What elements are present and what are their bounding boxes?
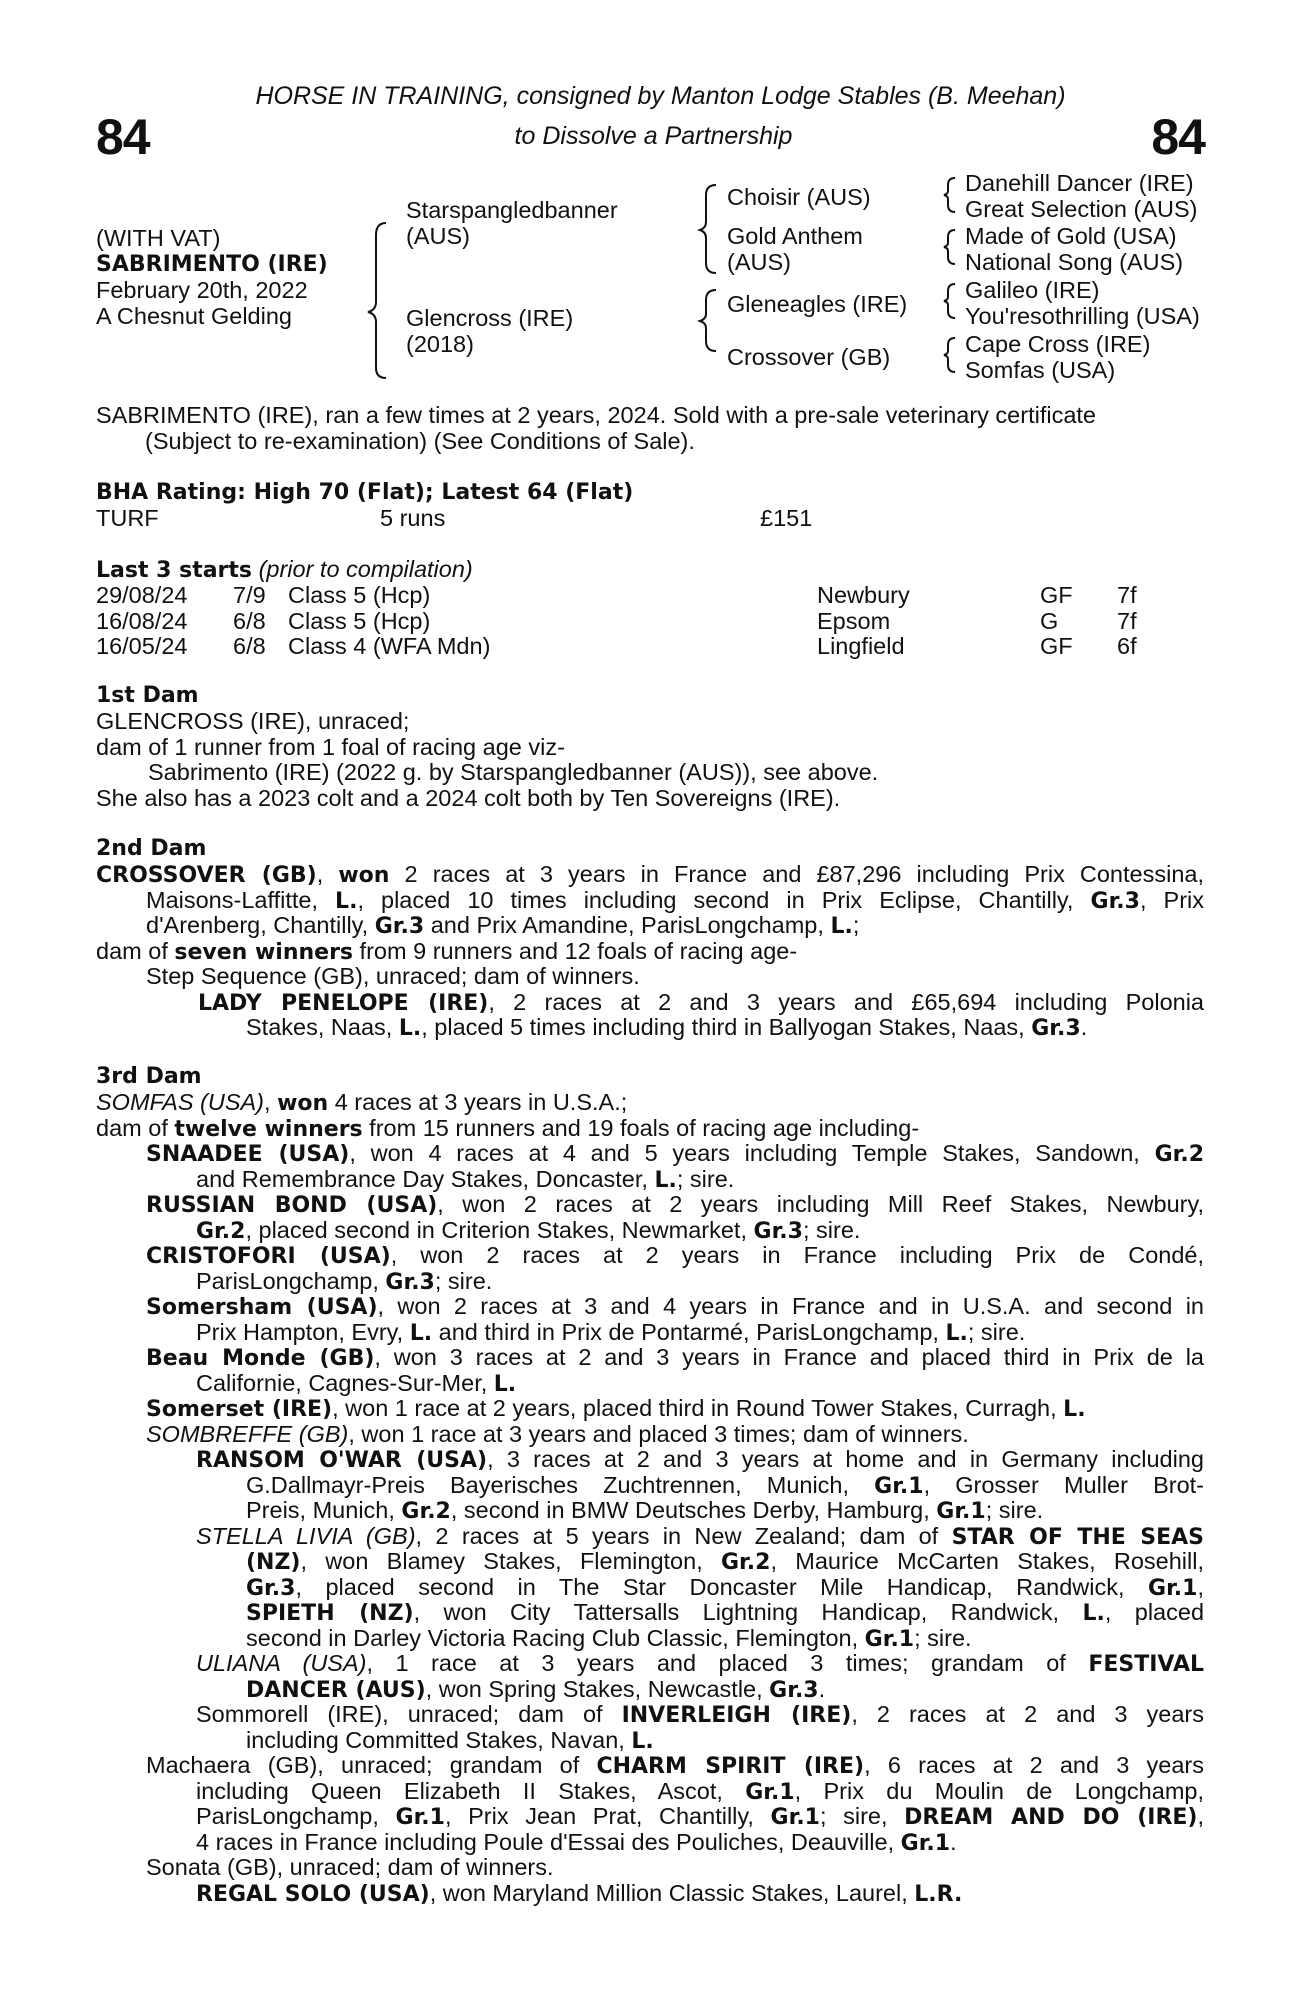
start-going: GF [1040,633,1073,659]
lot-number-right: 84 [1151,109,1205,165]
start-going: GF [1040,582,1073,608]
start-distance: 6f [1117,633,1137,659]
dam3-line: CRISTOFORI (USA), won 2 races at 2 years in France including Prix de Condé, [146,1242,1205,1269]
summary-line-2: (Subject to re-examination) (See Conditions of Sale). [145,428,695,454]
dam3-line: Prix Hampton, Evry, L. and third in Prix de Pontarmé, ParisLongchamp, L.; sire. [196,1318,1026,1346]
dam3-line: STELLA LIVIA (GB), 2 races at 5 years in New Zealand; dam of STAR OF THE SEAS [196,1522,1205,1550]
dam3-line: second in Darley Victoria Racing Club Classic, Flemington, Gr.1; sire. [246,1624,972,1652]
dam3-line: Somersham (USA), won 2 races at 3 and 4 years in France and in U.S.A. and second in [146,1293,1204,1320]
earnings: £151 [760,505,813,531]
dam3-line: ParisLongchamp, Gr.1, Prix Jean Prat, Chantilly, Gr.1; sire, DREAM AND DO (IRE), [196,1803,1205,1830]
ssd: Great Selection (AUS) [965,196,1198,222]
start-date: 16/08/24 [96,607,188,634]
dam3-title: 3rd Dam [96,1064,202,1089]
sire-sire: Choisir (AUS) [727,184,871,210]
dam3-line: Gr.3, placed second in The Star Doncaster Mile Handicap, Randwick, Gr.1, [246,1573,1204,1601]
dam3-line: DANCER (AUS), won Spring Stakes, Newcastle, Gr.3. [246,1675,826,1703]
dam-year: (2018) [406,331,474,357]
dam1-title: 1st Dam [96,683,199,708]
start-position: 6/8 [233,607,266,634]
sire-dam-name: Gold Anthem [727,223,863,249]
dam3-line: including Committed Stakes, Navan, L. [246,1726,654,1754]
dsd: You'resothrilling (USA) [965,303,1200,329]
dam3-line: including Queen Elizabeth II Stakes, Ascot, Gr.1, Prix du Moulin de Longchamp, [196,1777,1204,1805]
dam2-line: LADY PENELOPE (IRE), 2 races at 2 and 3 years and £65,694 including Polonia [198,988,1205,1016]
surface: TURF [96,505,159,531]
dam2-title: 2nd Dam [96,836,207,861]
sss: Danehill Dancer (IRE) [965,170,1194,196]
dam3-line: SNAADEE (USA), won 4 races at 4 and 5 years including Temple Stakes, Sandown, Gr.2 [146,1140,1205,1167]
start-distance: 7f [1117,582,1137,608]
dam3-line: 4 races in France including Poule d'Essai des Pouliches, Deauville, Gr.1. [196,1828,957,1856]
dam3-body [96,1090,1204,1906]
last-starts-title: Last 3 starts [96,558,253,583]
dam3-line: SOMBREFFE (GB), won 1 race at 3 years and placed 3 times; dam of winners. [146,1420,969,1447]
dam2-line: d'Arenberg, Chantilly, Gr.3 and Prix Amandine, ParisLongchamp, L.; [146,912,860,939]
dam3-line: and Remembrance Day Stakes, Doncaster, L.; sire. [196,1165,735,1193]
dam3-line: Californie, Cagnes-Sur-Mer, L. [196,1369,517,1397]
start-course: Lingfield [817,633,905,659]
last-starts-note: (prior to compilation) [258,556,473,582]
summary-line-1: SABRIMENTO (IRE), ran a few times at 2 years, 2024. Sold with a pre-sale veterinary certificate [96,402,1097,428]
dds: Cape Cross (IRE) [965,331,1151,357]
sds: Made of Gold (USA) [965,223,1177,249]
dam3-line: Machaera (GB), unraced; grandam of CHARM SPIRIT (IRE), 6 races at 2 and 3 years [146,1752,1204,1779]
dam3-line: RUSSIAN BOND (USA), won 2 races at 2 years including Mill Reef Stakes, Newbury, [146,1191,1205,1218]
dam3-line: Somerset (IRE), won 1 race at 2 years, placed third in Round Tower Stakes, Curragh, L. [146,1395,1086,1422]
dam2-line: Step Sequence (GB), unraced; dam of winners. [146,963,640,989]
sire-country: (AUS) [406,223,470,249]
sire-name: Starspangledbanner [406,197,618,223]
start-position: 6/8 [233,633,266,659]
dam3-line: REGAL SOLO (USA), won Maryland Million Classic Stakes, Laurel, L.R. [196,1879,963,1907]
vat-label: (WITH VAT) [96,225,221,251]
dam3-line: Gr.2, placed second in Criterion Stakes, Newmarket, Gr.3; sire. [196,1216,861,1244]
horse-dob: February 20th, 2022 [96,277,308,303]
dam3-line: SOMFAS (USA), won 4 races at 3 years in U.S.A.; [96,1089,628,1116]
dss: Galileo (IRE) [965,277,1100,303]
bha-rating: BHA Rating: High 70 (Flat); Latest 64 (Flat) [96,480,634,505]
dam3-line: Beau Monde (GB), won 3 races at 2 and 3 years in France and placed third in Prix de la [146,1344,1204,1371]
dam1-line-4: She also has a 2023 colt and a 2024 colt both by Ten Sovereigns (IRE). [96,785,841,811]
start-race: Class 5 (Hcp) [288,607,431,634]
dam1-line-3: Sabrimento (IRE) (2022 g. by Starspangledbanner (AUS)), see above. [148,759,879,785]
start-race: Class 5 (Hcp) [288,582,431,608]
dam3-line: dam of twelve winners from 15 runners and 19 foals of racing age including- [96,1114,920,1142]
runs: 5 runs [380,505,446,531]
sdd: National Song (AUS) [965,249,1184,275]
horse-description: A Chesnut Gelding [96,303,292,329]
dam-sire: Gleneagles (IRE) [727,291,908,317]
dam2-line: dam of seven winners from 9 runners and 12 foals of racing age- [96,937,798,965]
lot-number-left: 84 [96,109,150,165]
start-distance: 7f [1117,607,1137,634]
sire-dam-country: (AUS) [727,249,791,275]
dam3-line: G.Dallmayr-Preis Bayerisches Zuchtrennen, Munich, Gr.1, Grosser Muller Brot- [246,1471,1204,1499]
start-date: 16/05/24 [96,633,188,659]
start-course: Epsom [817,607,891,634]
dam2-body [96,862,1204,1041]
last-starts-heading [96,557,473,584]
dam3-line: ULIANA (USA), 1 race at 3 years and placed 3 times; grandam of FESTIVAL [196,1650,1204,1677]
dam2-line: Stakes, Naas, L., placed 5 times including third in Ballyogan Stakes, Naas, Gr.3. [246,1014,1088,1041]
dam3-line: RANSOM O'WAR (USA), 3 races at 2 and 3 years at home and in Germany including [196,1446,1204,1473]
dam2-line: Maisons-Laffitte, L., placed 10 times including second in Prix Eclipse, Chantilly, Gr.3, Prix [146,886,1205,914]
dam-dam: Crossover (GB) [727,344,891,370]
start-course: Newbury [817,582,910,608]
dam3-line: ParisLongchamp, Gr.3; sire. [196,1267,493,1295]
ddd: Somfas (USA) [965,357,1116,383]
dam3-line: (NZ), won Blamey Stakes, Flemington, Gr.2, Maurice McCarten Stakes, Rosehill, [246,1548,1204,1575]
start-going: G [1040,607,1059,634]
dam3-line: Sonata (GB), unraced; dam of winners. [146,1854,554,1880]
dam3-line: SPIETH (NZ), won City Tattersalls Lightning Handicap, Randwick, L., placed [246,1599,1205,1626]
start-race: Class 4 (WFA Mdn) [288,633,491,659]
start-date: 29/08/24 [96,582,188,608]
dam1-line-2: dam of 1 runner from 1 foal of racing age viz- [96,734,565,760]
dam1-line-1: GLENCROSS (IRE), unraced; [96,708,410,734]
dam3-line: Preis, Munich, Gr.2, second in BMW Deutsches Derby, Hamburg, Gr.1; sire. [246,1497,1044,1524]
start-position: 7/9 [233,582,266,608]
horse-name: SABRIMENTO (IRE) [96,252,328,277]
dam2-line: CROSSOVER (GB), won 2 races at 3 years in France and £87,296 including Prix Contessina, [96,861,1204,888]
dam3-line: Sommorell (IRE), unraced; dam of INVERLEIGH (IRE), 2 races at 2 and 3 years [196,1701,1204,1728]
header-line-2: to Dissolve a Partnership [514,122,793,150]
dam-name: Glencross (IRE) [406,305,574,331]
header-line-1: HORSE IN TRAINING, consigned by Manton Lodge Stables (B. Meehan) [255,82,1066,110]
